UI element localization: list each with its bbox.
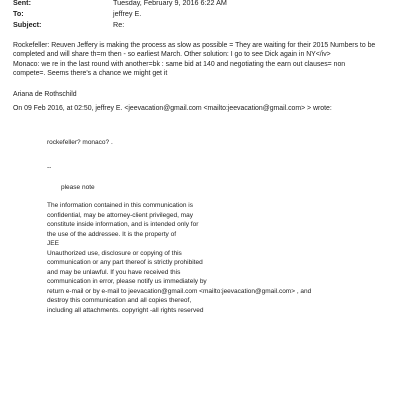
- disclaimer-line: constitute inside information, and is intended only for: [47, 221, 199, 228]
- disclaimer-line: communication or any part thereof is strictly prohibited: [47, 259, 203, 266]
- reply-intro: On 09 Feb 2016, at 02:50, jeffrey E. <jeevacation@gmail.com <mailto:jeevacation@gmail.com> > wrote:: [13, 105, 332, 112]
- subject-label: Subject:: [13, 20, 42, 29]
- disclaimer-line: return e-mail or by e-mail to jeevacation@gmail.com <mailto:jeevacation@gmail.com> , and: [47, 287, 312, 295]
- to-value: jeffrey E.: [113, 9, 142, 18]
- subject-value: Re:: [113, 20, 125, 29]
- disclaimer-line: JEE: [47, 240, 59, 247]
- body-paragraph: Rockefeller: Reuven Jeffery is making the process as slow as possible = They are waiting for their 2015 Numbers to be completed and will share th=m then - so earliest March. Other solution: I go to see Dick again in NY</iv> Monaco: we re in the last round with another=bk : same bid at 140 and negotiating the earn out clauses= non compete=. Seems there's a chance we might get it: [13, 42, 376, 77]
- signature: Ariana de Rothschild: [13, 91, 77, 98]
- disclaimer-line: including all attachments. copyright -all rights reserved: [47, 306, 204, 314]
- please-note: please note: [61, 184, 95, 191]
- sent-label: Sent:: [13, 0, 31, 7]
- disclaimer-line: Unauthorized use, disclosure or copying of this: [47, 249, 182, 257]
- sent-value: Tuesday, February 9, 2016 6:22 AM: [113, 0, 227, 7]
- disclaimer-line: and may be unlawful. If you have received this: [47, 268, 181, 276]
- disclaimer-line: the use of the addressee. It is the property of: [47, 230, 176, 238]
- disclaimer-line: confidential, may be attorney-client privileged, may: [47, 211, 193, 219]
- quoted-dashes: --: [47, 164, 52, 171]
- to-label: To:: [13, 9, 24, 18]
- disclaimer-line: The information contained in this communication is: [47, 202, 193, 209]
- disclaimer-line: communication in error, please notify us immediately by: [47, 278, 207, 285]
- disclaimer-line: destroy this communication and all copies thereof,: [47, 297, 192, 304]
- quoted-question: rockefeller? monaco? .: [47, 139, 113, 146]
